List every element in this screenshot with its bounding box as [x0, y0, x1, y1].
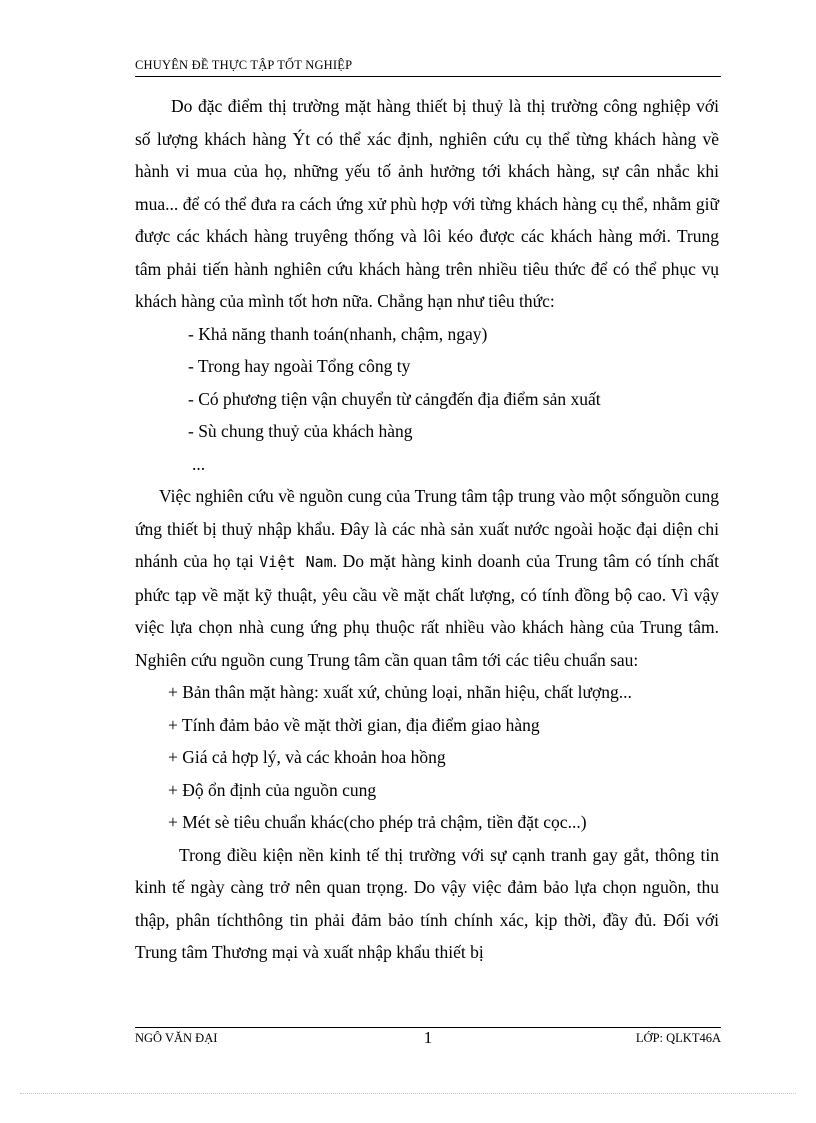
page-header	[135, 56, 721, 77]
standard-item: + Bản thân mặt hàng: xuất xứ, chủng loại, nhãn hiệu, chất lượng...	[168, 682, 632, 702]
document-body	[135, 90, 719, 969]
standard-item: + Tính đảm bảo về mặt thời gian, địa điểm giao hàng	[168, 714, 540, 735]
standard-item: + Mét sè tiêu chuẩn khác(cho phép trả chậm, tiền đặt cọc...)	[168, 812, 587, 832]
page-number: 1	[423, 1028, 433, 1047]
paragraph-supply-part1: Việc nghiên cứu về nguồn cung của Trung tâm tập trung vào một sốnguồn cung ứng thiết bị thuỷ nhập khẩu. Đây là các nhà sản xuất nước ngoài hoặc đại diện chi nhánh của họ tại	[135, 486, 719, 571]
criteria-ellipsis: ...	[192, 453, 206, 474]
page-edge-divider	[20, 1093, 796, 1094]
criteria-item: - Sù chung thuỷ của khách hàng	[188, 421, 413, 441]
criteria-item: - Khả năng thanh toán(nhanh, chậm, ngay)	[188, 323, 488, 344]
criteria-item: - Trong hay ngoài Tổng công ty	[188, 356, 411, 376]
paragraph-information: Trong điều kiện nền kinh tế thị trường với sự cạnh tranh gay gắt, thông tin kinh tế ngày càng trở nên quan trọng. Do vậy việc đảm bảo lựa chọn nguồn, thu thập, phân tíchthông tin phải đảm bảo tính chính xác, kịp thời, đầy đủ. Đối với Trung tâm Thương mại và xuất nhập khẩu thiết bị	[135, 844, 719, 962]
header-title: CHUYÊN ĐỀ THỰC TẬP TỐT NGHIỆP	[135, 58, 353, 72]
paragraph-customers: Do đặc điểm thị trường mặt hàng thiết bị thuỷ là thị trường công nghiệp với số lượng khách hàng Ýt có thể xác định, nghiên cứu cụ thể từng khách hàng về hành vi mua của họ, những yếu tố ảnh hưởng tới khách hàng, sự cân nhắc khi mua... để có thể đưa ra cách ứng xử phù hợp với từng khách hàng cụ thể, nhằm giữ được các khách hàng truyêng thống và lôi kéo được các khách hàng mới. Trung tâm phải tiến hành nghiên cứu khách hàng trên nhiều tiêu thức để có thể phục vụ khách hàng của mình tốt hơn nữa. Chẳng hạn như tiêu thức:	[135, 96, 719, 311]
standard-item: + Giá cả hợp lý, và các khoản hoa hồng	[168, 747, 446, 767]
footer-author: NGÔ VĂN ĐẠI	[135, 1031, 218, 1045]
standard-item: + Độ ổn định của nguồn cung	[168, 779, 377, 800]
criteria-item: - Có phương tiện vận chuyển từ cảngđến địa điểm sản xuất	[188, 388, 601, 409]
country-name: Việt Nam	[259, 553, 333, 571]
paragraph-supply	[135, 480, 719, 676]
paragraph-supply-part2: . Do mặt hàng kinh doanh của Trung tâm có tính chất phức tạp về mặt kỹ thuật, yêu cầu về mặt chất lượng, có tính đồng bộ cao. Vì vậy việc lựa chọn nhà cung ứng phụ thuộc rất nhiều vào khách hàng của Trung tâm. Nghiên cứu nguồn cung Trung tâm cần quan tâm tới các tiêu chuẩn sau:	[135, 551, 720, 670]
page-footer	[135, 1027, 721, 1050]
footer-class: LỚP: QLKT46A	[635, 1031, 721, 1045]
